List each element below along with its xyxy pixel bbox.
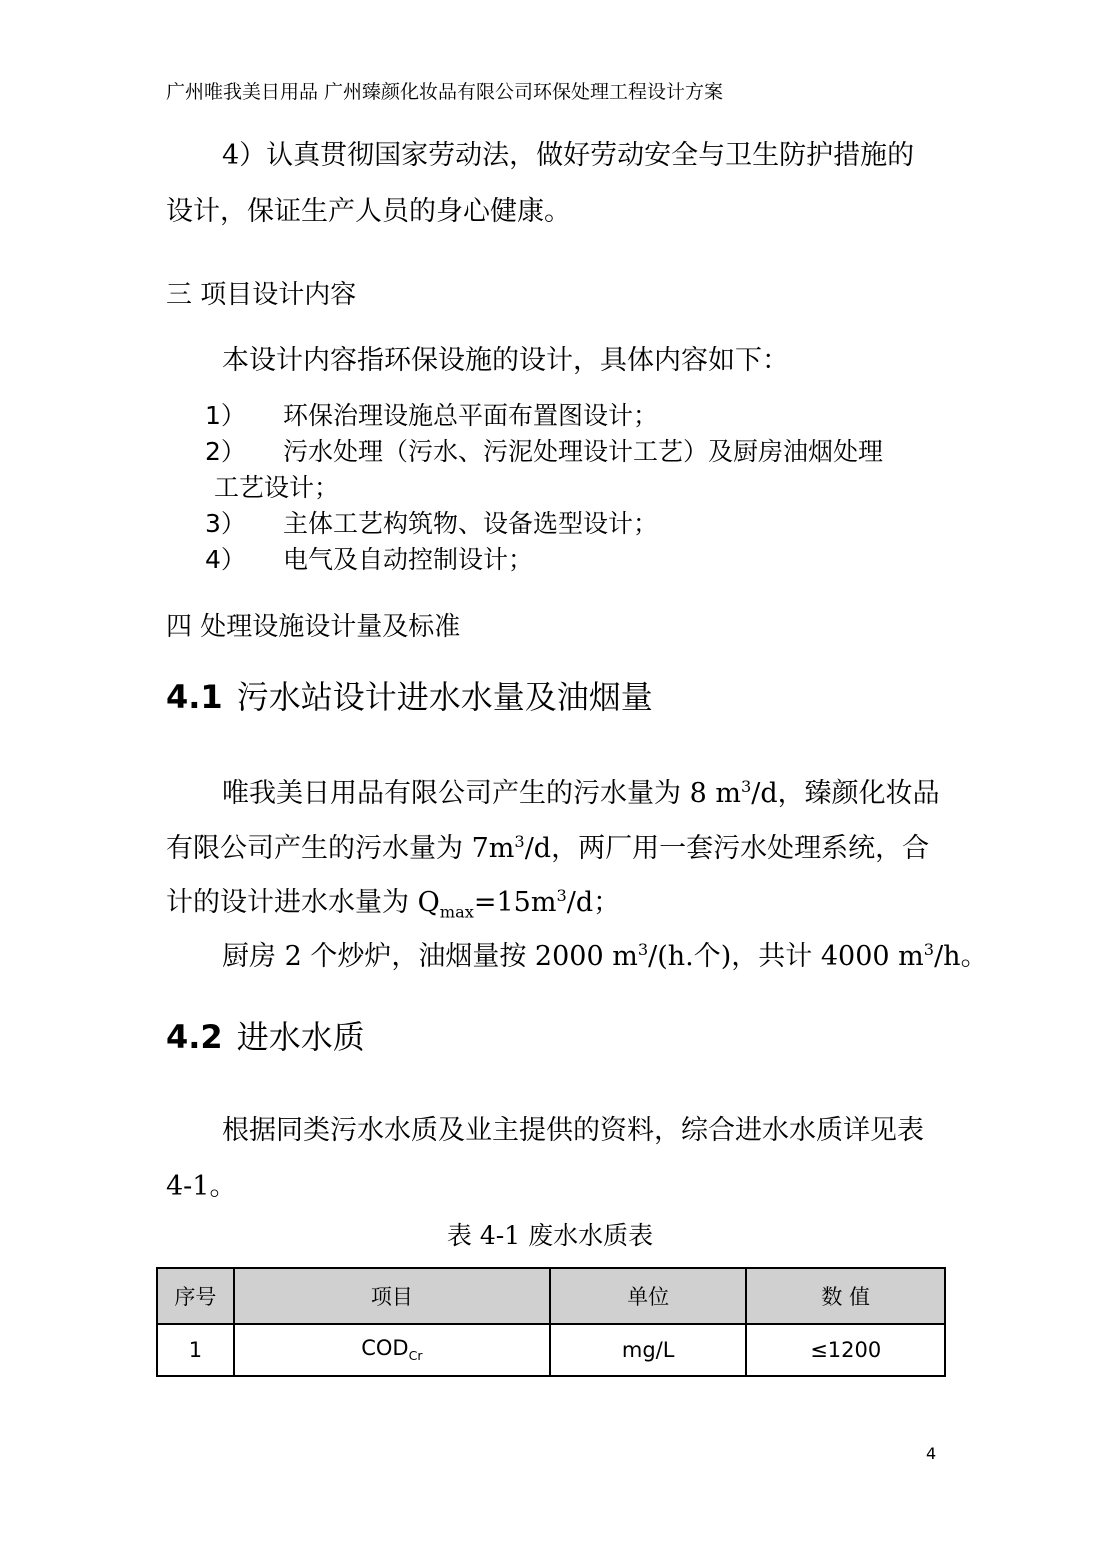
cell-item: $COD_{Cr}$ xyxy=(234,1324,550,1376)
list-item xyxy=(205,504,658,540)
water-quality-table xyxy=(156,1267,946,1377)
quality-paragraph-line1: 根据同类污水水质及业主提供的资料，综合进水水质详见表 xyxy=(222,1115,924,1146)
subsection-title: 污水站设计进水水量及油烟量 xyxy=(236,678,653,716)
cell-unit: mg/L xyxy=(550,1324,747,1376)
list-item xyxy=(205,432,883,468)
list-item-number: 4） xyxy=(205,545,246,574)
fume-paragraph: 厨房 2 个炒炉，油烟量按 2000 $m^3/(h$.个)，共计 4000 $m^3/h$。 xyxy=(222,940,988,972)
list-item xyxy=(205,540,533,576)
quality-paragraph-line2: 4-1。 xyxy=(166,1171,237,1202)
subsection-title: 进水水质 xyxy=(236,1018,365,1056)
flow-paragraph-line1: 唯我美日用品有限公司产生的污水量为 8 $m^3/d$，臻颜化妆品 xyxy=(222,777,940,809)
subsection-4-1-heading xyxy=(166,672,653,718)
subsection-number: 4.1 xyxy=(166,678,223,716)
list-item-text: 主体工艺构筑物、设备选型设计； xyxy=(283,509,659,538)
page-header: 广州唯我美日用品 广州臻颜化妆品有限公司环保处理工程设计方案 xyxy=(166,81,724,103)
header-cell: 序号 xyxy=(157,1268,234,1324)
table-header-row xyxy=(157,1268,945,1324)
list-item-text: 环保治理设施总平面布置图设计； xyxy=(283,401,659,430)
list-item-continuation: 工艺设计； xyxy=(214,473,340,502)
header-cell: 数 值 xyxy=(746,1268,945,1324)
page-number: 4 xyxy=(926,1444,937,1463)
table-caption: 表 4-1 废水水质表 xyxy=(446,1221,654,1250)
section3-intro: 本设计内容指环保设施的设计，具体内容如下： xyxy=(222,345,789,376)
flow-paragraph-line2: 有限公司产生的污水量为 $7m^3/d$，两厂用一套污水处理系统，合 xyxy=(166,832,930,864)
section3-heading: 三 项目设计内容 xyxy=(166,280,357,310)
table-row xyxy=(157,1324,945,1376)
list-item xyxy=(205,396,658,432)
header-cell: 项目 xyxy=(234,1268,550,1324)
list-item-number: 2） xyxy=(205,437,246,466)
list-item-number: 3） xyxy=(205,509,246,538)
list-item-number: 1） xyxy=(205,401,246,430)
subsection-4-2-heading xyxy=(166,1012,365,1058)
labour-paragraph-line1: 4）认真贯彻国家劳动法，做好劳动安全与卫生防护措施的 xyxy=(222,140,915,171)
section4-heading: 四 处理设施设计量及标准 xyxy=(166,612,461,642)
list-item-text: 污水处理（污水、污泥处理设计工艺）及厨房油烟处理 xyxy=(283,437,884,466)
cell-value: ≤1200 xyxy=(746,1324,945,1376)
subsection-number: 4.2 xyxy=(166,1018,223,1056)
flow-paragraph-line3: 计的设计进水水量为 $Q_{max}=15m^3/d$； xyxy=(166,886,621,922)
labour-paragraph-line2: 设计，保证生产人员的身心健康。 xyxy=(166,196,571,227)
header-cell: 单位 xyxy=(550,1268,747,1324)
list-item-text: 电气及自动控制设计； xyxy=(283,545,534,574)
cell-no: 1 xyxy=(157,1324,234,1376)
